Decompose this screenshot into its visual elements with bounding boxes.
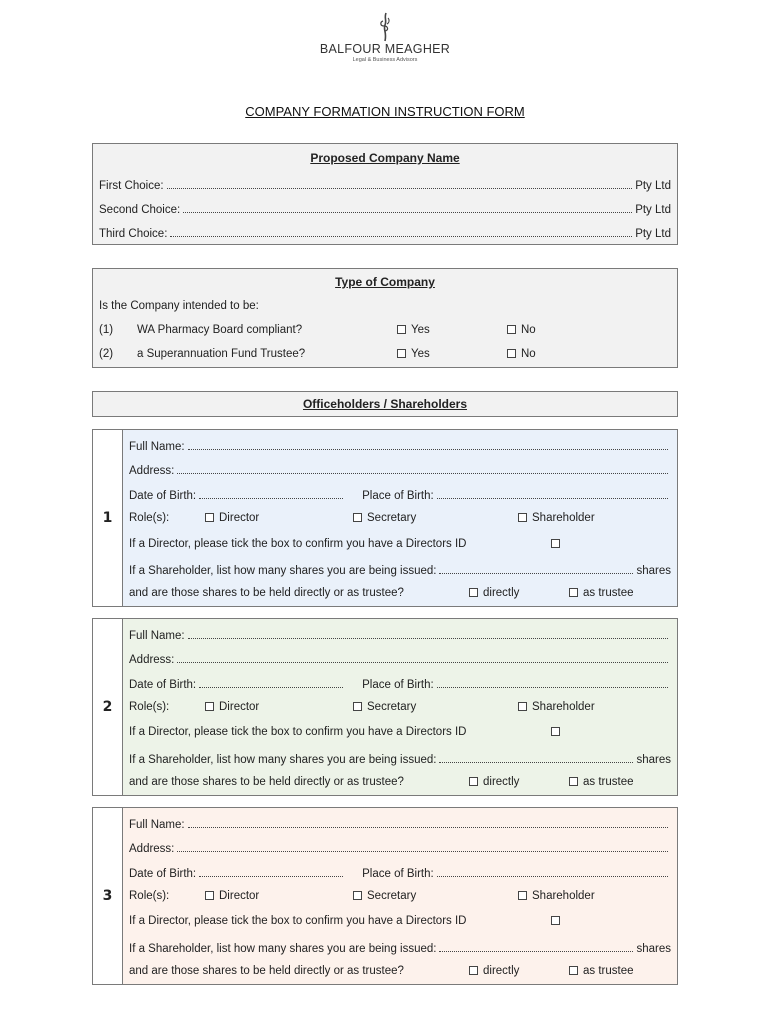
officeholder-number: 2 — [93, 619, 123, 795]
full-name-row — [129, 437, 671, 453]
checkbox-icon[interactable] — [353, 891, 362, 900]
company-type-intro: Is the Company intended to be: — [99, 300, 259, 312]
pob-input[interactable] — [437, 686, 668, 688]
dob-label: Date of Birth: — [129, 490, 197, 502]
shareholder-option[interactable] — [518, 701, 595, 713]
checkbox-icon[interactable] — [353, 702, 362, 711]
address-label: Address: — [129, 843, 175, 855]
full-name-input[interactable] — [188, 637, 668, 639]
pob-label: Place of Birth: — [362, 868, 434, 880]
shareholder-label: Shareholder — [532, 701, 595, 713]
roles-label: Role(s): — [129, 512, 170, 524]
brand-name: BALFOUR MEAGHER — [319, 42, 451, 56]
officeholder-3 — [92, 807, 678, 985]
officeholder-2 — [92, 618, 678, 796]
shareholder-label: Shareholder — [532, 512, 595, 524]
shares-input[interactable] — [439, 761, 633, 763]
checkbox-icon[interactable] — [469, 777, 478, 786]
address-row — [129, 461, 671, 477]
directly-option[interactable] — [469, 965, 519, 977]
first-choice-label: First Choice: — [99, 180, 164, 192]
as-trustee-label: as trustee — [583, 965, 634, 977]
checkbox-icon[interactable] — [205, 702, 214, 711]
third-choice-input[interactable] — [170, 235, 632, 237]
director-id-text: If a Director, please tick the box to confirm you have a Directors ID — [129, 538, 467, 550]
secretary-option[interactable] — [353, 701, 416, 713]
directly-label: directly — [483, 965, 520, 977]
birth-row — [129, 864, 671, 880]
address-input[interactable] — [177, 850, 668, 852]
address-input[interactable] — [177, 472, 668, 474]
no-label: No — [521, 324, 536, 336]
held-question: and are those shares to be held directly or as trustee? — [129, 776, 404, 788]
shares-suffix: shares — [636, 943, 671, 955]
director-id-option[interactable] — [551, 915, 565, 927]
checkbox-icon[interactable] — [518, 891, 527, 900]
officeholder-fields — [123, 430, 677, 606]
question-number: (2) — [99, 348, 114, 360]
director-option[interactable] — [205, 890, 259, 902]
as-trustee-label: as trustee — [583, 776, 634, 788]
shareholder-label: Shareholder — [532, 890, 595, 902]
full-name-label: Full Name: — [129, 441, 185, 453]
checkbox-icon[interactable] — [205, 891, 214, 900]
section-title: Type of Company — [335, 275, 435, 289]
checkbox-icon[interactable] — [518, 702, 527, 711]
pharmacy-no-option[interactable] — [507, 324, 536, 336]
shares-row — [129, 939, 671, 955]
section-title: Officeholders / Shareholders — [302, 397, 468, 411]
address-row — [129, 839, 671, 855]
logo-emblem-icon — [375, 12, 395, 42]
shares-input[interactable] — [439, 572, 633, 574]
second-choice-row — [99, 200, 671, 216]
question-text: WA Pharmacy Board compliant? — [137, 324, 303, 336]
roles-label: Role(s): — [129, 701, 170, 713]
company-logo — [0, 12, 770, 63]
checkbox-icon[interactable] — [569, 588, 578, 597]
checkbox-icon[interactable] — [569, 777, 578, 786]
director-id-option[interactable] — [551, 726, 565, 738]
secretary-option[interactable] — [353, 512, 416, 524]
checkbox-icon[interactable] — [518, 513, 527, 522]
checkbox-icon[interactable] — [353, 513, 362, 522]
checkbox-icon[interactable] — [469, 966, 478, 975]
pty-ltd-label: Pty Ltd — [635, 228, 671, 240]
directly-label: directly — [483, 587, 520, 599]
full-name-row — [129, 626, 671, 642]
director-id-option[interactable] — [551, 538, 565, 550]
full-name-input[interactable] — [188, 826, 668, 828]
pob-label: Place of Birth: — [362, 490, 434, 502]
checkbox-icon[interactable] — [551, 916, 560, 925]
shares-suffix: shares — [636, 754, 671, 766]
checkbox-icon[interactable] — [551, 539, 560, 548]
yes-label: Yes — [411, 324, 430, 336]
birth-row — [129, 486, 671, 502]
officeholder-number: 3 — [93, 808, 123, 984]
super-fund-yes-option[interactable] — [397, 348, 430, 360]
dob-input[interactable] — [199, 497, 343, 499]
shares-input[interactable] — [439, 950, 633, 952]
form-title: COMPANY FORMATION INSTRUCTION FORM — [245, 104, 525, 119]
address-label: Address: — [129, 654, 175, 666]
shares-suffix: shares — [636, 565, 671, 577]
secretary-option[interactable] — [353, 890, 416, 902]
birth-row — [129, 675, 671, 691]
third-choice-label: Third Choice: — [99, 228, 168, 240]
dob-label: Date of Birth: — [129, 679, 197, 691]
checkbox-icon[interactable] — [551, 727, 560, 736]
directly-option[interactable] — [469, 776, 519, 788]
dob-input[interactable] — [199, 875, 343, 877]
shareholder-option[interactable] — [518, 890, 595, 902]
address-input[interactable] — [177, 661, 668, 663]
officeholder-1 — [92, 429, 678, 607]
section-title: Proposed Company Name — [310, 151, 460, 165]
director-id-text: If a Director, please tick the box to confirm you have a Directors ID — [129, 726, 467, 738]
held-question: and are those shares to be held directly or as trustee? — [129, 587, 404, 599]
as-trustee-option[interactable] — [569, 587, 634, 599]
checkbox-icon[interactable] — [397, 349, 406, 358]
address-label: Address: — [129, 465, 175, 477]
pob-label: Place of Birth: — [362, 679, 434, 691]
shares-issued-label: If a Shareholder, list how many shares you are being issued: — [129, 943, 437, 955]
pharmacy-yes-option[interactable] — [397, 324, 430, 336]
address-row — [129, 650, 671, 666]
question-text: a Superannuation Fund Trustee? — [137, 348, 306, 360]
pob-input[interactable] — [437, 497, 668, 499]
super-fund-no-option[interactable] — [507, 348, 536, 360]
second-choice-label: Second Choice: — [99, 204, 181, 216]
director-option[interactable] — [205, 512, 259, 524]
second-choice-input[interactable] — [183, 211, 632, 213]
shares-row — [129, 750, 671, 766]
director-label: Director — [219, 890, 260, 902]
full-name-row — [129, 815, 671, 831]
dob-label: Date of Birth: — [129, 868, 197, 880]
as-trustee-label: as trustee — [583, 587, 634, 599]
checkbox-icon[interactable] — [507, 349, 516, 358]
secretary-label: Secretary — [367, 890, 417, 902]
checkbox-icon[interactable] — [507, 325, 516, 334]
company-name-section — [92, 143, 678, 245]
officeholder-number: 1 — [93, 430, 123, 606]
first-choice-input[interactable] — [167, 187, 633, 189]
roles-label: Role(s): — [129, 890, 170, 902]
secretary-label: Secretary — [367, 701, 417, 713]
pty-ltd-label: Pty Ltd — [635, 204, 671, 216]
question-number: (1) — [99, 324, 114, 336]
no-label: No — [521, 348, 536, 360]
yes-label: Yes — [411, 348, 430, 360]
checkbox-icon[interactable] — [397, 325, 406, 334]
third-choice-row — [99, 224, 671, 240]
shares-issued-label: If a Shareholder, list how many shares you are being issued: — [129, 565, 437, 577]
full-name-label: Full Name: — [129, 819, 185, 831]
officeholder-fields — [123, 808, 677, 984]
secretary-label: Secretary — [367, 512, 417, 524]
dob-input[interactable] — [199, 686, 343, 688]
checkbox-icon[interactable] — [569, 966, 578, 975]
full-name-label: Full Name: — [129, 630, 185, 642]
directly-option[interactable] — [469, 587, 519, 599]
officeholder-fields — [123, 619, 677, 795]
director-option[interactable] — [205, 701, 259, 713]
director-label: Director — [219, 512, 260, 524]
checkbox-icon[interactable] — [469, 588, 478, 597]
as-trustee-option[interactable] — [569, 776, 634, 788]
pob-input[interactable] — [437, 875, 668, 877]
held-question: and are those shares to be held directly or as trustee? — [129, 965, 404, 977]
checkbox-icon[interactable] — [205, 513, 214, 522]
first-choice-row — [99, 176, 671, 192]
as-trustee-option[interactable] — [569, 965, 634, 977]
shares-row — [129, 561, 671, 577]
shareholder-option[interactable] — [518, 512, 595, 524]
director-label: Director — [219, 701, 260, 713]
company-type-section — [92, 268, 678, 368]
officeholders-header — [92, 391, 678, 417]
pty-ltd-label: Pty Ltd — [635, 180, 671, 192]
full-name-input[interactable] — [188, 448, 668, 450]
directly-label: directly — [483, 776, 520, 788]
brand-tagline: Legal & Business Advisors — [352, 57, 418, 63]
shares-issued-label: If a Shareholder, list how many shares you are being issued: — [129, 754, 437, 766]
director-id-text: If a Director, please tick the box to confirm you have a Directors ID — [129, 915, 467, 927]
